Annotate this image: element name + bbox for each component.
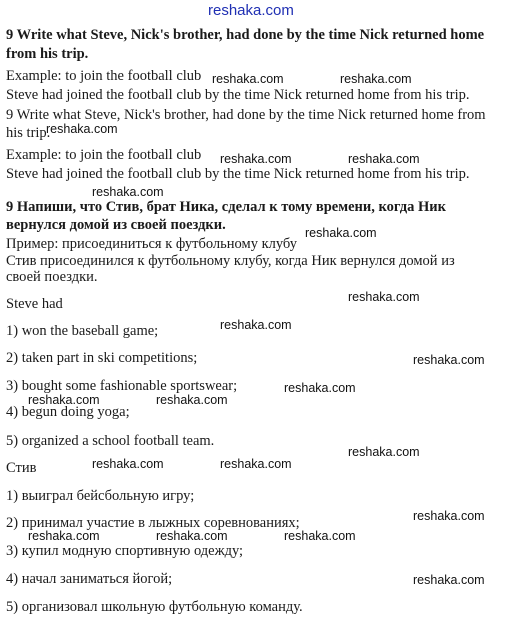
answer-en-item: 5) organized a school football team. bbox=[6, 433, 215, 449]
task-heading-ru-line1: 9 Напиши, что Стив, брат Ника, сделал к тому времени, когда Ник bbox=[6, 199, 446, 215]
answer-en-item: 4) begun doing yoga; bbox=[6, 404, 130, 420]
task-example-answer-en: Steve had joined the football club by the time Nick returned home from his trip. bbox=[6, 87, 470, 103]
site-watermark: reshaka.com bbox=[348, 445, 420, 459]
task-answer-ru-line2: своей поездки. bbox=[6, 269, 98, 285]
task-example-en: Example: to join the football club bbox=[6, 68, 202, 84]
site-watermark: reshaka.com bbox=[156, 529, 228, 543]
site-watermark: reshaka.com bbox=[28, 393, 100, 407]
answer-en-item: 3) bought some fashionable sportswear; bbox=[6, 378, 238, 394]
site-watermark: reshaka.com bbox=[92, 457, 164, 471]
site-watermark: reshaka.com bbox=[220, 318, 292, 332]
task-heading-en-line2: from his trip. bbox=[6, 46, 89, 62]
site-watermark: reshaka.com bbox=[305, 226, 377, 240]
site-watermark: reshaka.com bbox=[413, 573, 485, 587]
task-repeat-example-answer: Steve had joined the football club by the time Nick returned home from his trip. bbox=[6, 166, 470, 182]
site-watermark: reshaka.com bbox=[413, 509, 485, 523]
answers-ru-intro: Стив bbox=[6, 460, 37, 476]
task-repeat-line1: 9 Write what Steve, Nick's brother, had done by the time Nick returned home from bbox=[6, 107, 486, 123]
answer-ru-item: 2) принимал участие в лыжных соревнованиях; bbox=[6, 515, 300, 531]
site-watermark: reshaka.com bbox=[284, 529, 356, 543]
site-watermark: reshaka.com bbox=[156, 393, 228, 407]
answer-ru-item: 5) организовал школьную футбольную команду. bbox=[6, 599, 303, 615]
answer-en-item: 2) taken part in ski competitions; bbox=[6, 350, 198, 366]
task-answer-ru-line1: Стив присоединился к футбольному клубу, когда Ник вернулся домой из bbox=[6, 253, 455, 269]
site-watermark: reshaka.com bbox=[284, 381, 356, 395]
answer-ru-item: 3) купил модную спортивную одежду; bbox=[6, 543, 244, 559]
site-watermark: reshaka.com bbox=[413, 353, 485, 367]
site-watermark: reshaka.com bbox=[348, 152, 420, 166]
task-repeat-line2: his trip. bbox=[6, 125, 51, 141]
task-heading-en-line1: 9 Write what Steve, Nick's brother, had done by the time Nick returned home bbox=[6, 27, 485, 43]
task-repeat-example: Example: to join the football club bbox=[6, 147, 202, 163]
answers-en-intro: Steve had bbox=[6, 296, 63, 312]
site-watermark: reshaka.com bbox=[28, 529, 100, 543]
site-watermark: reshaka.com bbox=[220, 457, 292, 471]
answer-ru-item: 1) выиграл бейсбольную игру; bbox=[6, 488, 195, 504]
answer-en-item: 1) won the baseball game; bbox=[6, 323, 159, 339]
task-heading-ru-line2: вернулся домой из своей поездки. bbox=[6, 217, 226, 233]
task-example-ru: Пример: присоединиться к футбольному клубу bbox=[6, 236, 297, 252]
site-watermark: reshaka.com bbox=[212, 72, 284, 86]
site-watermark: reshaka.com bbox=[340, 72, 412, 86]
site-watermark-top[interactable]: reshaka.com bbox=[208, 2, 294, 19]
site-watermark: reshaka.com bbox=[348, 290, 420, 304]
site-watermark: reshaka.com bbox=[92, 185, 164, 199]
site-watermark: reshaka.com bbox=[220, 152, 292, 166]
site-watermark: reshaka.com bbox=[46, 122, 118, 136]
answer-ru-item: 4) начал заниматься йогой; bbox=[6, 571, 173, 587]
